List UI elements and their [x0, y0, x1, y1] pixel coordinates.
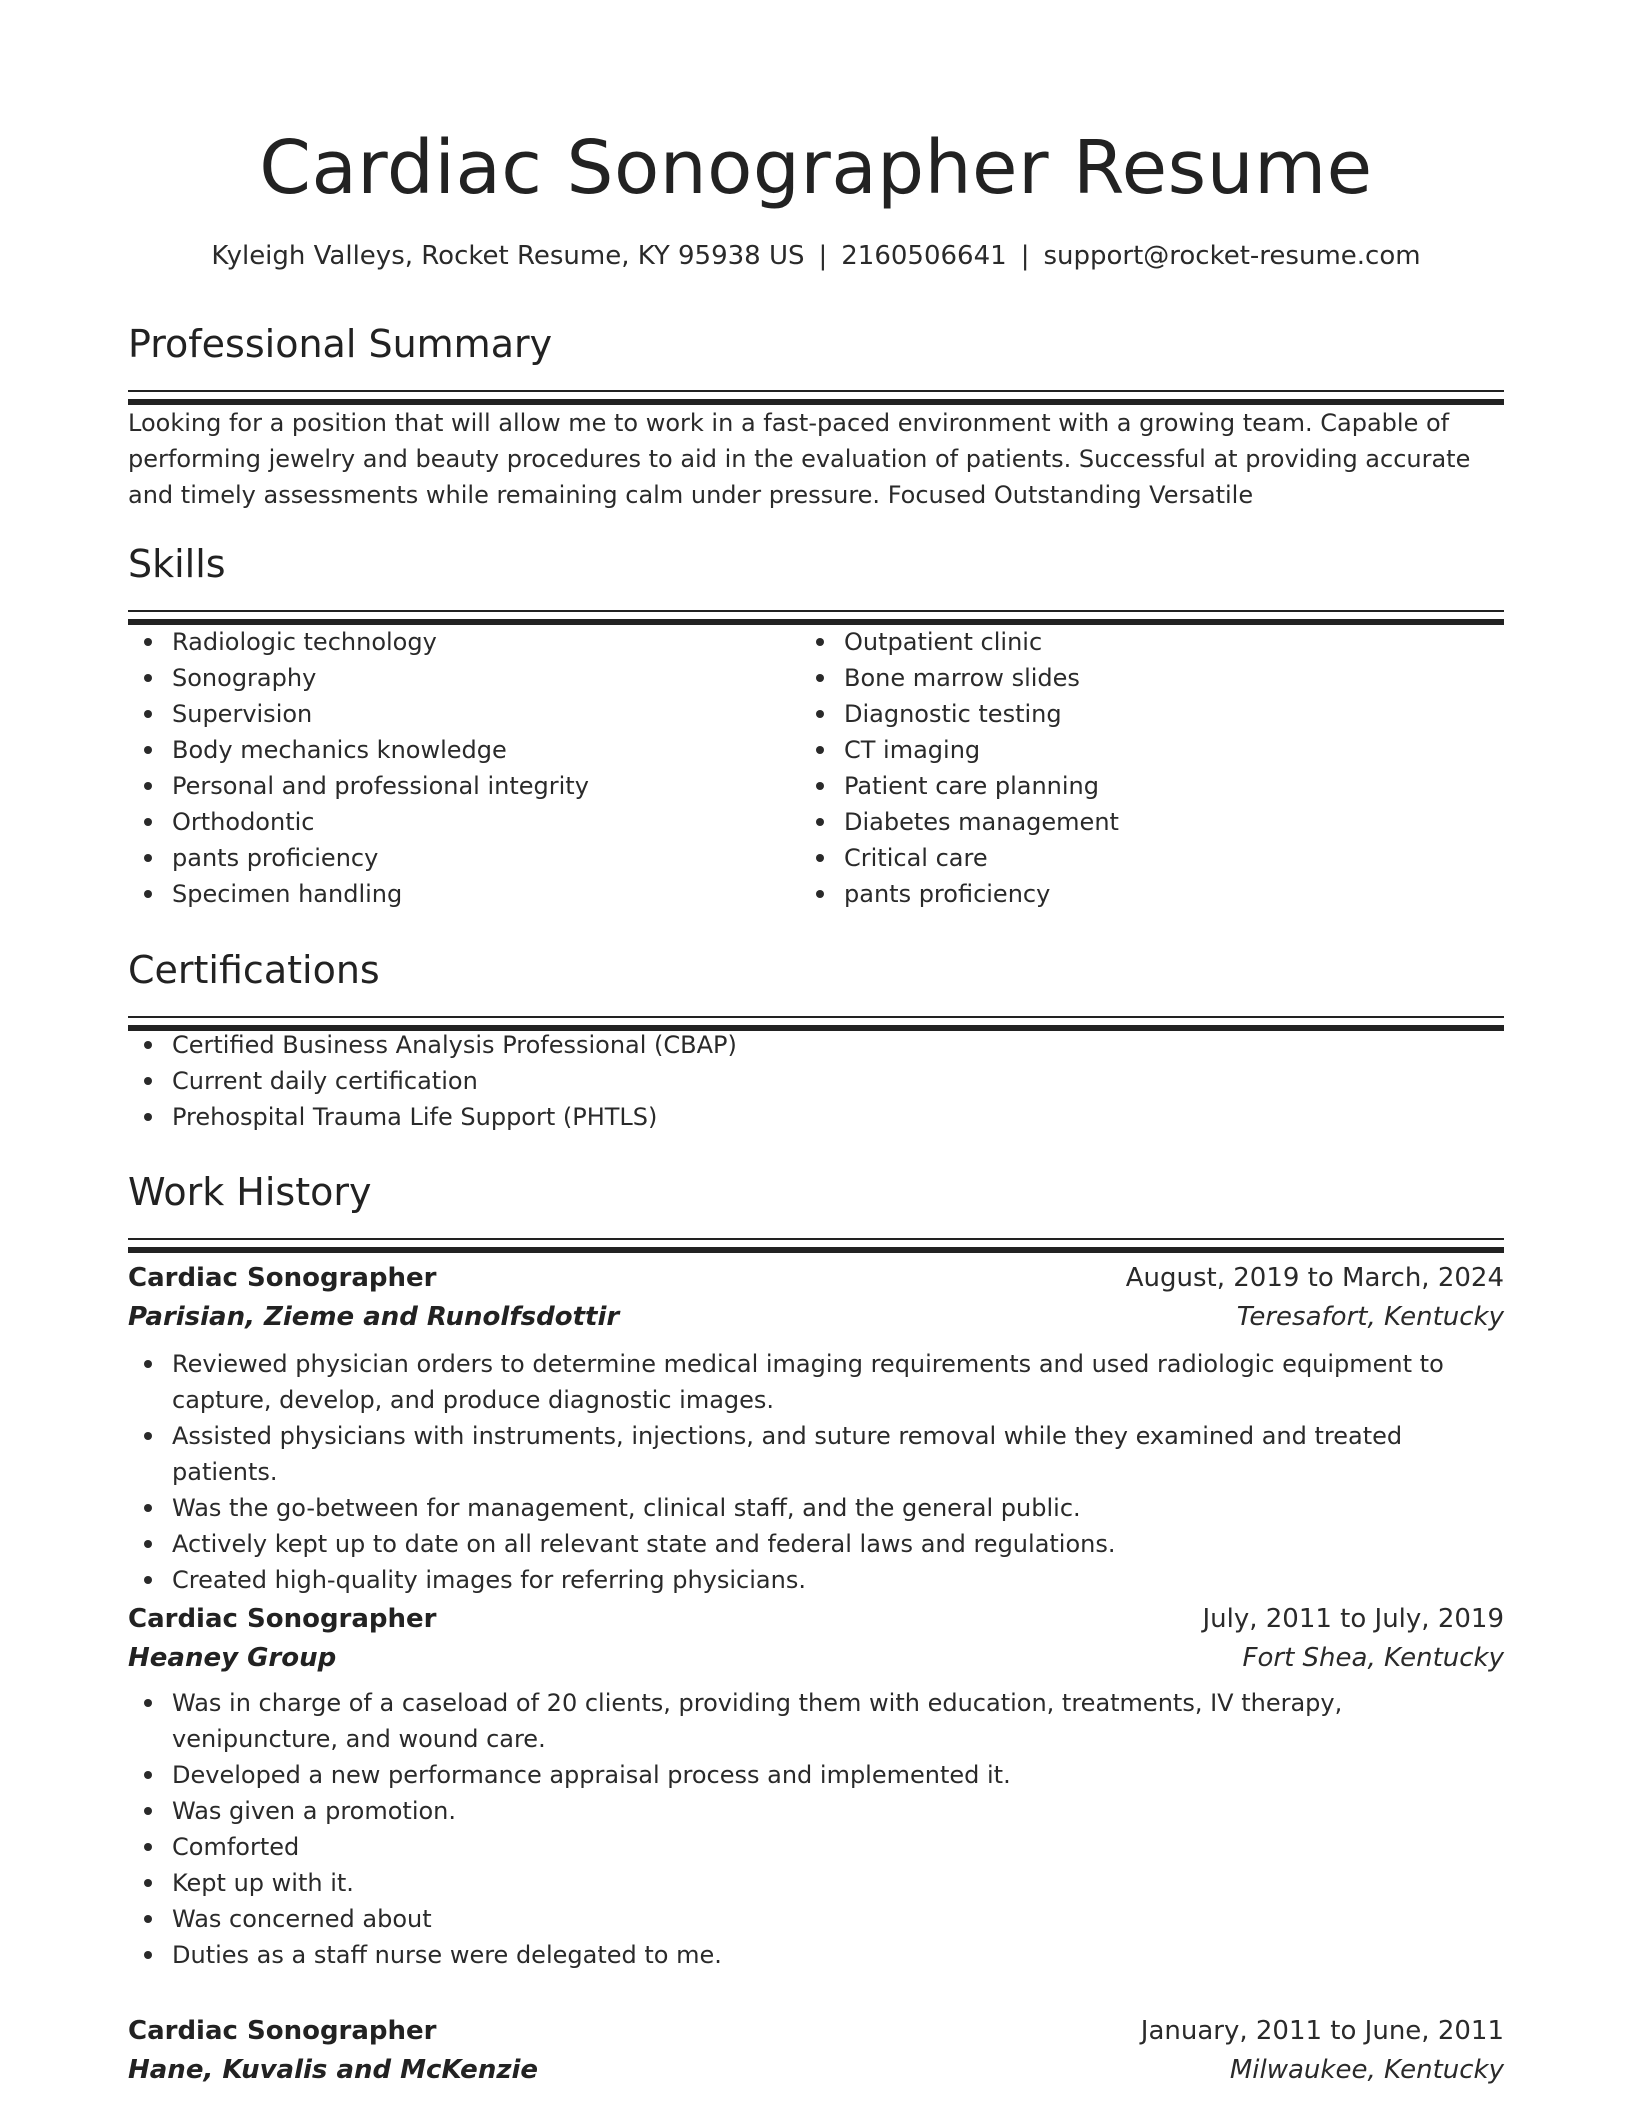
- certification-item: Current daily certification: [128, 1063, 1504, 1099]
- skills-list-left: [128, 624, 808, 912]
- job-company: Heaney Group: [128, 1643, 337, 1673]
- job-bullet: Actively kept up to date on all relevant state and federal laws and regulations.: [128, 1526, 1504, 1562]
- skills-list-right: [800, 624, 1480, 912]
- job-header: [128, 1259, 1504, 1297]
- skill-item: Diabetes management: [800, 804, 1480, 840]
- section-heading: Certifications: [128, 948, 380, 992]
- job-bullet: Was concerned about: [128, 1901, 1504, 1937]
- skill-item: Supervision: [128, 696, 808, 732]
- job-bullet: Duties as a staff nurse were delegated to me.: [128, 1937, 1504, 1973]
- job-subheader: [128, 2051, 1504, 2089]
- contact-phone: 2160506641: [841, 241, 1007, 271]
- work-history-section: [128, 1166, 1504, 1253]
- job-bullet: Was the go-between for management, clinical staff, and the general public.: [128, 1490, 1504, 1526]
- section-divider: [128, 610, 1504, 625]
- job-header: [128, 1600, 1504, 1638]
- skill-item: Specimen handling: [128, 876, 808, 912]
- skill-item: CT imaging: [800, 732, 1480, 768]
- job-dates: July, 2011 to July, 2019: [1202, 1604, 1504, 1634]
- job-bullet: Was given a promotion.: [128, 1793, 1504, 1829]
- job-title: Cardiac Sonographer: [128, 1263, 437, 1293]
- job-bullet: Was in charge of a caseload of 20 clients, providing them with education, treatments, IV therapy, venipuncture, and wound care.: [128, 1685, 1504, 1757]
- section-divider: [128, 1238, 1504, 1253]
- skill-item: Orthodontic: [128, 804, 808, 840]
- job-company: Parisian, Zieme and Runolfsdottir: [128, 1302, 620, 1332]
- job-header: [128, 2012, 1504, 2050]
- section-heading: Professional Summary: [128, 322, 553, 366]
- job-subheader: [128, 1639, 1504, 1677]
- skill-item: Bone marrow slides: [800, 660, 1480, 696]
- job-bullet: Assisted physicians with instruments, injections, and suture removal while they examined and treated patients.: [128, 1418, 1504, 1490]
- resume-title: Cardiac Sonographer Resume: [259, 125, 1373, 211]
- section-heading: Work History: [128, 1170, 372, 1214]
- job-dates: January, 2011 to June, 2011: [1140, 2016, 1504, 2046]
- job-bullet: Comforted: [128, 1829, 1504, 1865]
- contact-separator: |: [818, 241, 828, 271]
- job-dates: August, 2019 to March, 2024: [1125, 1263, 1504, 1293]
- job-title: Cardiac Sonographer: [128, 2016, 437, 2046]
- summary-text: Looking for a position that will allow me to work in a fast-paced environment with a growing team. Capable of performing jewelry and beauty procedures to aid in the evaluation of patients. Successful at providing accurate and timely assessments while remaining calm under pressure. Focused Outstanding Versatile: [128, 409, 1471, 509]
- contact-separator: |: [1020, 241, 1030, 271]
- summary-section: [128, 318, 1504, 405]
- skill-item: pants proficiency: [128, 840, 808, 876]
- job-bullet: Developed a new performance appraisal process and implemented it.: [128, 1757, 1504, 1793]
- job-bullet: Reviewed physician orders to determine medical imaging requirements and used radiologic equipment to capture, develop, and produce diagnostic images.: [128, 1346, 1504, 1418]
- skill-item: pants proficiency: [800, 876, 1480, 912]
- job-bullet: Created high-quality images for referring physicians.: [128, 1562, 1504, 1598]
- contact-address: Kyleigh Valleys, Rocket Resume, KY 95938 US: [211, 241, 805, 271]
- certifications-section: [128, 944, 1504, 1031]
- skill-item: Radiologic technology: [128, 624, 808, 660]
- job-title: Cardiac Sonographer: [128, 1604, 437, 1634]
- job-location: Teresafort, Kentucky: [1236, 1302, 1504, 1332]
- skill-item: Outpatient clinic: [800, 624, 1480, 660]
- contact-email: support@rocket-resume.com: [1043, 241, 1421, 271]
- job-location: Milwaukee, Kentucky: [1229, 2055, 1504, 2085]
- contact-line: [0, 236, 1632, 276]
- skill-item: Body mechanics knowledge: [128, 732, 808, 768]
- skill-item: Diagnostic testing: [800, 696, 1480, 732]
- skill-item: Patient care planning: [800, 768, 1480, 804]
- job-bullets: [128, 1685, 1504, 1973]
- job-bullet: Kept up with it.: [128, 1865, 1504, 1901]
- skill-item: Personal and professional integrity: [128, 768, 808, 804]
- job-bullets: [128, 1346, 1504, 1598]
- section-heading: Skills: [128, 542, 226, 586]
- job-company: Hane, Kuvalis and McKenzie: [128, 2055, 539, 2085]
- skill-item: Sonography: [128, 660, 808, 696]
- job-subheader: [128, 1298, 1504, 1336]
- certification-item: Certified Business Analysis Professional (CBAP): [128, 1027, 1504, 1063]
- job-location: Fort Shea, Kentucky: [1242, 1643, 1504, 1673]
- certification-item: Prehospital Trauma Life Support (PHTLS): [128, 1099, 1504, 1135]
- skills-section: [128, 538, 1504, 625]
- certifications-list: [128, 1027, 1504, 1135]
- skill-item: Critical care: [800, 840, 1480, 876]
- section-divider: [128, 390, 1504, 405]
